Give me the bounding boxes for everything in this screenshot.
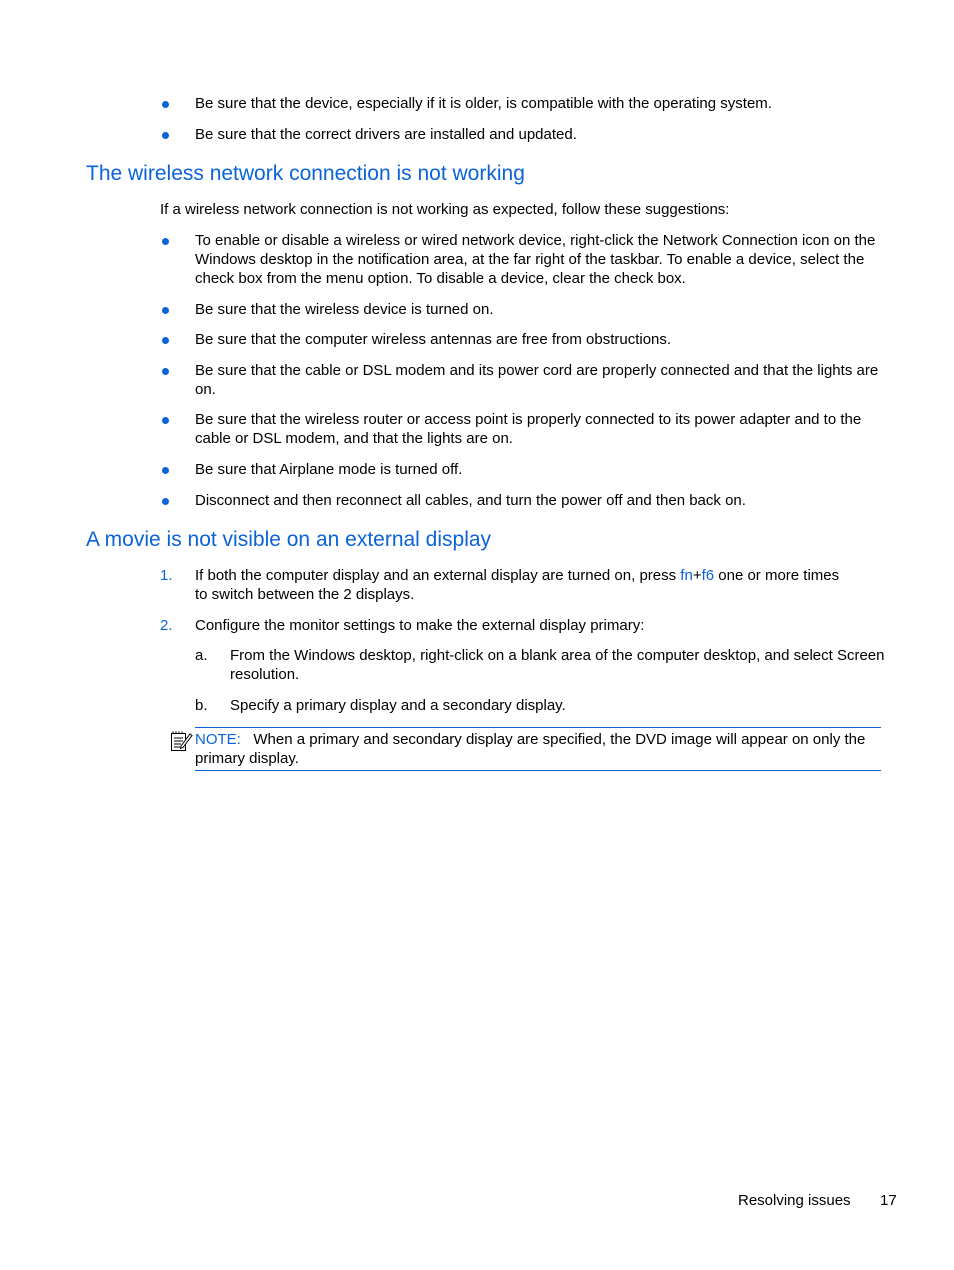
text-run: one or more times to switch between the 2 displays. <box>195 567 840 604</box>
list-item-text: Be sure that the cable or DSL modem and its power cord are properly connected and that the lights are on. <box>195 362 879 399</box>
ui-term: Network Connection <box>662 232 798 249</box>
footer-section-name: Resolving issues <box>738 1192 851 1209</box>
bullet-icon <box>162 467 169 474</box>
page-number: 17 <box>880 1192 897 1209</box>
section-heading-movie: A movie is not visible on an external display <box>86 528 492 551</box>
text-run: From the Windows desktop, right-click on a blank area of the computer desktop, and select <box>230 647 837 664</box>
note-top-rule <box>195 727 881 728</box>
note-label: NOTE: <box>195 731 241 748</box>
text-run: icon on the Windows desktop in the notification area, at the far right of the taskbar. To enable a device, select the check box from the menu option. To disable a device, clear the check box. <box>195 232 876 288</box>
step-number: 1. <box>160 567 173 584</box>
bullet-icon <box>162 238 169 245</box>
key-f6: f6 <box>701 567 715 584</box>
bullet-icon <box>162 498 169 505</box>
text-run: To enable or disable a wireless or wired network device, right-click the <box>195 232 663 249</box>
step-text <box>195 566 855 604</box>
key-fn: fn <box>680 567 693 584</box>
list-item-text: Disconnect and then reconnect all cables, and turn the power off and then back on. <box>195 492 746 509</box>
step-number: 2. <box>160 617 173 634</box>
substep-letter: a. <box>195 647 208 664</box>
ui-term: Screen resolution <box>230 647 885 684</box>
note-text <box>195 730 881 768</box>
note-bottom-rule <box>195 770 881 771</box>
step-text: Configure the monitor settings to make the external display primary: <box>195 617 645 634</box>
text-run: If both the computer display and an external display are turned on, press <box>195 567 681 584</box>
text-run: . <box>295 666 300 684</box>
section-heading-wireless: The wireless network connection is not working <box>86 162 525 185</box>
list-item-text: Be sure that Airplane mode is turned off. <box>195 461 463 478</box>
bullet-icon <box>162 132 169 139</box>
text-run: When a primary and secondary display are specified, the DVD image will appear on only the primary display. <box>195 731 866 768</box>
bullet-icon <box>162 417 169 424</box>
bullet-icon <box>162 337 169 344</box>
section-intro: If a wireless network connection is not working as expected, follow these suggestions: <box>160 201 730 218</box>
list-item-text: Be sure that the wireless device is turned on. <box>195 301 494 318</box>
bullet-icon <box>162 307 169 314</box>
list-item-text: Be sure that the wireless router or access point is properly connected to its power adapter and to the cable or DSL modem, and that the lights are on. <box>195 411 862 448</box>
text-run: + <box>692 567 702 584</box>
bullet-icon <box>162 101 169 108</box>
list-item-text <box>195 231 885 289</box>
list-item-text: Be sure that the computer wireless antennas are free from obstructions. <box>195 331 672 348</box>
substep-text <box>230 646 885 684</box>
list-item-text: Be sure that the correct drivers are installed and updated. <box>195 126 577 143</box>
substep-letter: b. <box>195 697 208 714</box>
list-item-text: Be sure that the device, especially if it is older, is compatible with the operating system. <box>195 95 772 112</box>
bullet-icon <box>162 368 169 375</box>
substep-text: Specify a primary display and a secondary display. <box>230 697 566 714</box>
note-pencil-icon <box>169 729 193 753</box>
